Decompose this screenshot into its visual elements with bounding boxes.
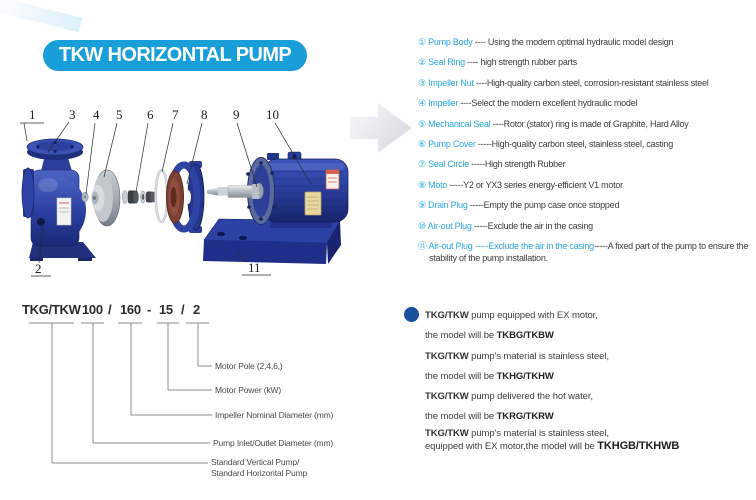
variant-result-text: the model will be	[425, 371, 497, 382]
item-number: ⑦	[418, 159, 426, 170]
item-number: ⑩	[418, 220, 426, 231]
list-item	[418, 240, 756, 264]
list-item	[418, 97, 756, 109]
item-number: ③	[418, 77, 426, 88]
list-item	[418, 138, 756, 150]
variant-result-text: the model will be	[425, 411, 497, 422]
impeller-nut	[82, 192, 88, 202]
label-inlet-outlet: Pump Inlet/Outlet Diameter (mm)	[213, 438, 334, 448]
part-desc: ---- high strength rubber parts	[464, 57, 577, 68]
list-item	[418, 77, 756, 89]
item-number: ⑪	[418, 240, 427, 251]
callout-number: 3	[69, 107, 76, 122]
model-code-segment: 2	[193, 302, 200, 317]
seal-circle-o-ring	[156, 170, 168, 222]
model-code-separator: /	[181, 302, 185, 317]
callout-number: 8	[201, 107, 208, 122]
list-item	[418, 179, 756, 191]
pump-cover	[167, 161, 205, 233]
callout-number: 6	[147, 107, 154, 122]
part-desc: -----Y2 or YX3 series energy-efficient V1 motor	[447, 179, 623, 190]
item-number: ⑧	[418, 179, 426, 190]
part-name: Pump Cover	[428, 138, 476, 149]
part-name: Mechanical Seal	[428, 118, 491, 129]
part-desc: ---- Using the modern optimal hydraulic model design	[472, 37, 674, 47]
variant-condition-text: pump's material is stainless steel,	[468, 351, 609, 362]
variant-result	[425, 371, 554, 382]
label-impeller-diameter: Impeller Nominal Diameter (mm)	[215, 410, 334, 420]
label-motor-pole: Motor Pole (2,4,6,)	[215, 361, 283, 371]
item-number: ⑥	[418, 138, 426, 149]
callout-number: 11	[248, 260, 261, 275]
callout-number: 5	[116, 107, 123, 122]
variant-model: TKHGB/TKHWB	[597, 440, 680, 452]
motor	[246, 152, 348, 228]
variant-prefix: TKG/TKW	[425, 351, 469, 362]
part-name: Seal Circle	[428, 159, 469, 170]
label-standard-pump-line2: Standard Horizontal Pump	[211, 468, 308, 478]
variant-model: TKRG/TKRW	[496, 411, 554, 422]
part-desc: -----A fixed part of the pump to ensure the stability of the pump installation.	[429, 240, 749, 263]
nomenclature-lines	[0, 295, 360, 485]
callout-number: 7	[172, 107, 179, 122]
variant-result	[425, 411, 554, 422]
decorative-swoosh	[0, 0, 82, 32]
bullet-icon	[404, 307, 419, 322]
variant-prefix: TKG/TKW	[425, 310, 469, 321]
page-title	[43, 40, 307, 71]
variant-result	[425, 330, 554, 341]
variant-model: TKHG/TKHW	[496, 371, 554, 382]
callout-number: 4	[93, 107, 100, 122]
part-desc: -----Exclude the air in the casing	[471, 220, 593, 231]
pump-exploded-diagram	[0, 95, 360, 295]
variant-result-text: the model will be	[425, 330, 497, 341]
model-code-separator: -	[147, 302, 152, 317]
variant-condition	[425, 351, 609, 362]
variant-prefix: TKG/TKW	[425, 428, 469, 439]
item-number: ⑨	[418, 200, 426, 211]
variant-condition-text: pump's material is stainless steel,	[468, 428, 609, 439]
list-item	[418, 118, 756, 130]
parts-list	[418, 36, 756, 272]
model-code-segment: 15	[159, 302, 173, 317]
model-code-prefix: TKG/TKW	[22, 302, 81, 317]
item-number: ②	[418, 57, 426, 68]
part-name: Impeller Nut	[428, 77, 474, 88]
part-desc: ----High-quality carbon steel, corrosion-resistant stainless steel	[473, 77, 709, 88]
part-desc: ----Select the modern excellent hydraulic model	[458, 98, 638, 109]
list-item	[418, 56, 756, 68]
variant-condition	[425, 391, 593, 402]
callout-number: 10	[266, 107, 279, 122]
list-item	[418, 220, 756, 232]
callout-number: 9	[233, 107, 240, 122]
callout-number: 1	[29, 107, 36, 122]
variant-condition-text: pump equipped with EX motor,	[468, 310, 598, 321]
variant-model: TKBG/TKBW	[496, 330, 554, 341]
label-motor-power: Motor Power (kW)	[215, 385, 282, 395]
list-item	[418, 36, 756, 48]
item-number: ⑤	[418, 118, 426, 129]
label-standard-pump-line1: Standard Vertical Pump/	[211, 457, 300, 467]
variant-result	[425, 440, 679, 452]
part-name: Pump Body	[428, 37, 473, 47]
motor-shaft	[207, 184, 259, 199]
part-name: Air-out Plug	[427, 220, 472, 231]
model-code-separator: /	[108, 302, 112, 317]
part-desc: -----High strength Rubber	[468, 159, 566, 170]
part-desc: -----High-quality carbon steel, stainless steel, casting	[475, 138, 673, 149]
part-desc: -----Empty the pump case once stopped	[467, 200, 620, 211]
model-code-segment: 160	[120, 302, 141, 317]
page-title-text: TKW HORIZONTAL PUMP	[58, 44, 292, 66]
item-number: ④	[418, 98, 426, 109]
impeller-disc	[92, 170, 121, 226]
part-desc: ----Rotor (stator) ring is made of Graphite, Hard Alloy	[490, 118, 689, 129]
variant-condition-text: pump delivered the hot water,	[468, 391, 593, 402]
variant-prefix: TKG/TKW	[425, 391, 469, 402]
part-name: Air-out Plug -----Exclude the air in the casing	[428, 240, 594, 251]
part-name: Moto	[428, 179, 448, 190]
variant-result-text: equipped with EX motor,the model will be	[425, 441, 598, 452]
item-number: ①	[418, 37, 426, 47]
variant-condition	[425, 428, 609, 439]
mechanical-seal-parts	[122, 191, 155, 204]
list-item	[418, 158, 756, 170]
variant-condition	[425, 310, 598, 321]
list-item	[418, 199, 756, 211]
part-name: Impeller	[428, 98, 459, 109]
callout-number: 2	[35, 261, 42, 276]
part-name: Drain Plug	[428, 200, 468, 211]
model-code-segment: 100	[82, 302, 103, 317]
part-name: Seal Ring	[428, 57, 465, 68]
